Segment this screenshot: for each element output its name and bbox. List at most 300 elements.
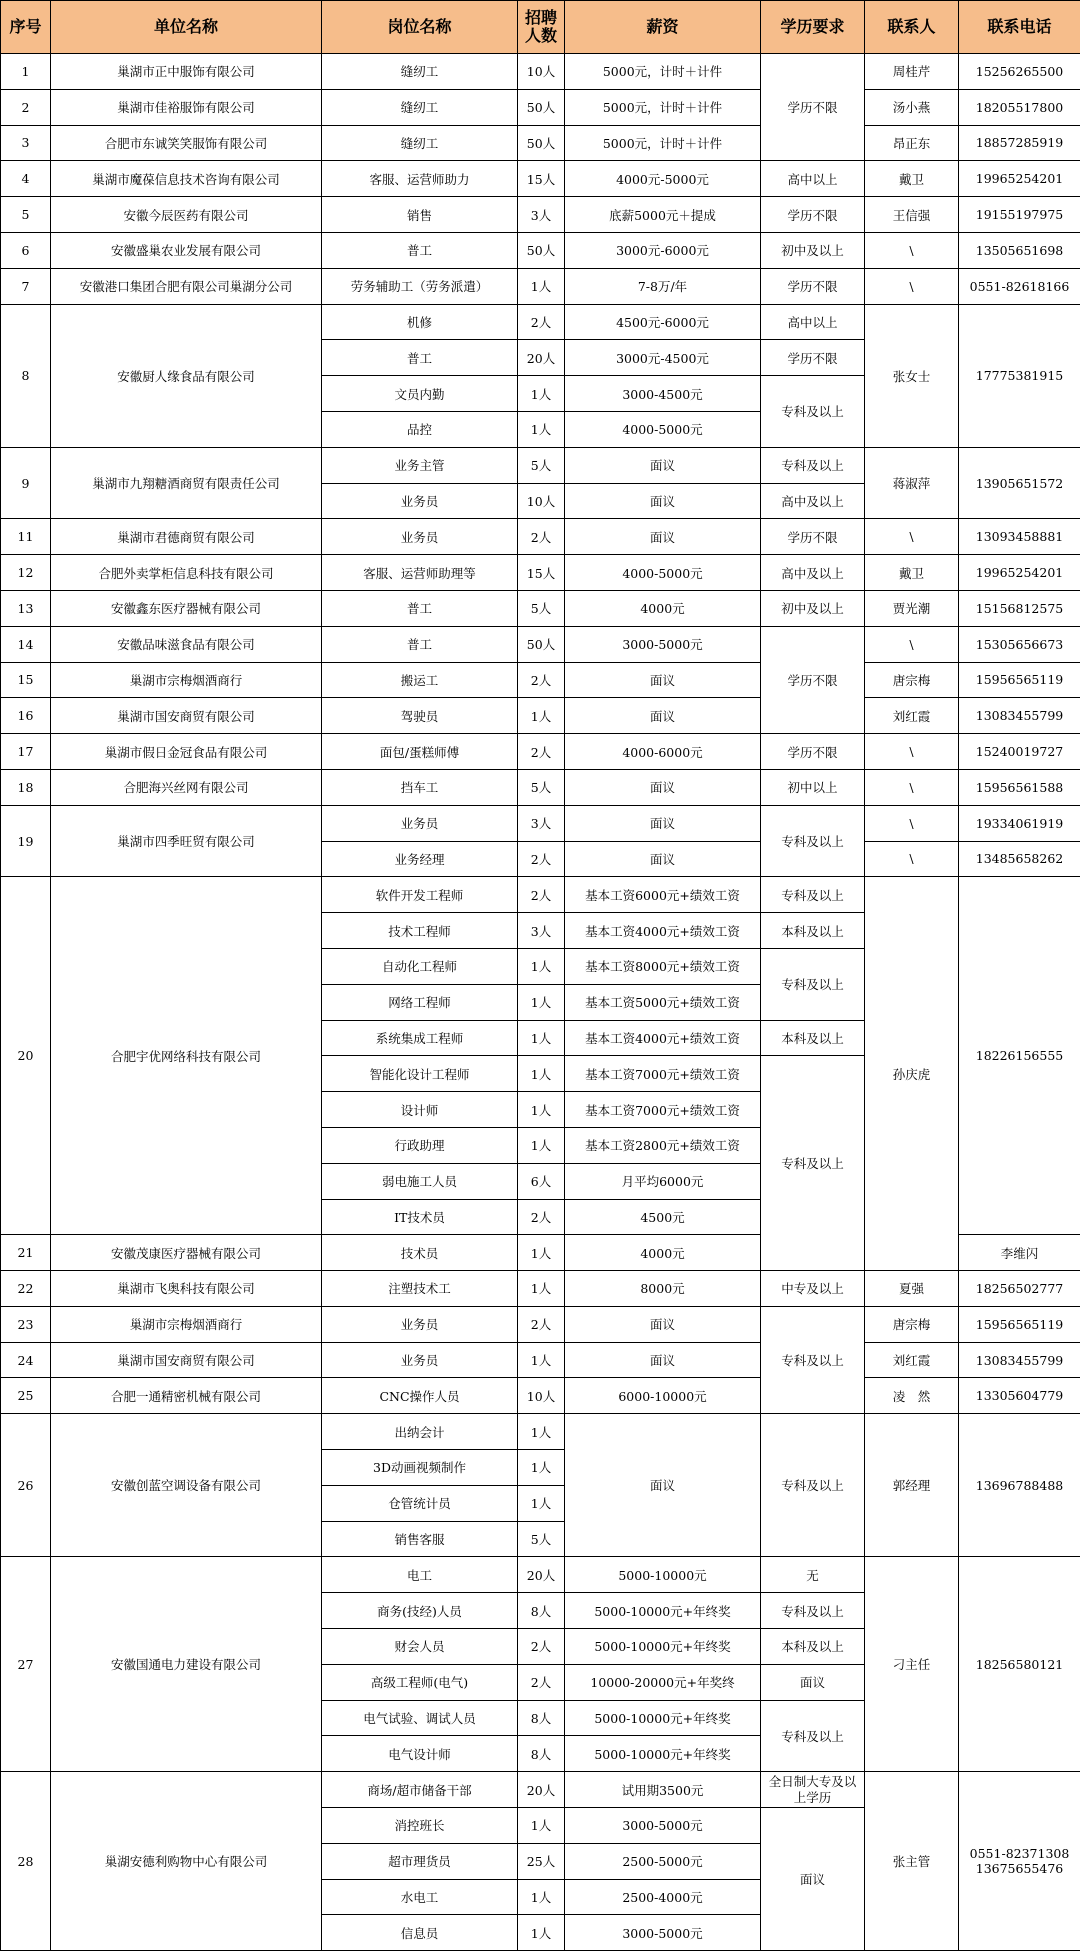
table-cell: 5000-10000元+年终奖 [565,1629,761,1665]
table-cell: 本科及以上 [761,913,865,949]
table-cell: 巢湖市假日金冠食品有限公司 [51,734,322,770]
table-cell: 普工 [322,232,518,268]
table-cell: 蒋淑萍 [865,447,959,519]
table-cell: 销售 [322,197,518,233]
table-cell: 行政助理 [322,1127,518,1163]
table-row [1,877,1080,913]
table-cell: 4000-6000元 [565,734,761,770]
table-cell: 专科及以上 [761,376,865,448]
header-company: 单位名称 [51,1,322,54]
table-body [1,54,1080,1951]
table-cell: 文员内勤 [322,376,518,412]
table-cell: 机修 [322,304,518,340]
table-cell: 巢湖市君德商贸有限公司 [51,519,322,555]
table-cell: 5000元，计时＋计件 [565,125,761,161]
table-cell: 28 [1,1772,51,1951]
table-cell: 5人 [518,590,565,626]
table-cell: 27 [1,1557,51,1772]
table-cell: 巢湖市国安商贸有限公司 [51,698,322,734]
table-cell: 4500元-6000元 [565,304,761,340]
table-cell: 专科及以上 [761,447,865,483]
table-cell: 面议 [565,1306,761,1342]
table-cell: 3000-4500元 [565,376,761,412]
table-cell: 19155197975 [959,197,1080,233]
table-cell: 学历不限 [761,734,865,770]
table-cell: 李维闪 [959,1235,1080,1271]
table-cell: 刘红霞 [865,1342,959,1378]
table-cell: 业务员 [322,1306,518,1342]
table-cell: 孙庆虎 [865,877,959,1271]
table-cell: 3人 [518,805,565,841]
table-cell: \ [865,841,959,877]
table-cell: 7 [1,268,51,304]
table-cell: \ [865,805,959,841]
table-cell: \ [865,519,959,555]
table-cell: 学历不限 [761,340,865,376]
table-cell: 戴卫 [865,555,959,591]
table-cell: 5000-10000元+年终奖 [565,1593,761,1629]
table-row [1,161,1080,197]
table-cell: 基本工资6000元+绩效工资 [565,877,761,913]
table-cell: 客服、运营师助力 [322,161,518,197]
table-cell: \ [865,734,959,770]
table-cell: 专科及以上 [761,1306,865,1413]
table-cell: 昂正东 [865,125,959,161]
table-cell: 1人 [518,1808,565,1844]
table-cell: 0551-82618166 [959,268,1080,304]
table-row [1,268,1080,304]
table-cell: 基本工资8000元+绩效工资 [565,948,761,984]
table-row [1,1557,1080,1593]
header-salary: 薪资 [565,1,761,54]
table-cell: 刘红霞 [865,698,959,734]
table-cell: 1人 [518,1271,565,1307]
table-cell: 巢湖市正中服饰有限公司 [51,54,322,90]
table-cell: 3000-5000元 [565,1915,761,1951]
table-cell: 普工 [322,626,518,662]
table-cell: 客服、运营师助理等 [322,555,518,591]
table-cell: 22 [1,1271,51,1307]
table-cell: 15156812575 [959,590,1080,626]
table-cell: 本科及以上 [761,1629,865,1665]
table-cell: 5人 [518,447,565,483]
table-cell: 50人 [518,89,565,125]
table-cell: 业务员 [322,519,518,555]
table-cell: 5000-10000元+年终奖 [565,1736,761,1772]
table-cell: 安徽港口集团合肥有限公司巢湖分公司 [51,268,322,304]
table-cell: 20人 [518,1772,565,1808]
table-cell: 13093458881 [959,519,1080,555]
table-cell: 19965254201 [959,555,1080,591]
table-cell: 1人 [518,1450,565,1486]
table-cell: 8 [1,304,51,447]
table-cell: 巢湖市飞奥科技有限公司 [51,1271,322,1307]
header-phone: 联系电话 [959,1,1080,54]
table-cell: 15人 [518,555,565,591]
table-cell: 安徽品味滋食品有限公司 [51,626,322,662]
table-cell: 消控班长 [322,1808,518,1844]
table-cell: 信息员 [322,1915,518,1951]
table-cell: 软件开发工程师 [322,877,518,913]
table-cell: 合肥外卖掌柜信息科技有限公司 [51,555,322,591]
table-row [1,54,1080,90]
table-cell: 13083455799 [959,1342,1080,1378]
table-cell: 唐宗梅 [865,662,959,698]
table-cell: 15240019727 [959,734,1080,770]
table-cell: 面议 [565,447,761,483]
table-cell: 巢湖市四季旺贸有限公司 [51,805,322,877]
table-cell: 5人 [518,1521,565,1557]
table-cell: 搬运工 [322,662,518,698]
table-cell: 专科及以上 [761,805,865,877]
table-cell: 面议 [761,1664,865,1700]
table-cell: CNC操作人员 [322,1378,518,1414]
table-cell: 专科及以上 [761,1593,865,1629]
header-position: 岗位名称 [322,1,518,54]
header-contact: 联系人 [865,1,959,54]
table-cell: 5人 [518,769,565,805]
table-cell: 24 [1,1342,51,1378]
table-cell: 1人 [518,1414,565,1450]
table-cell: 4000元 [565,1235,761,1271]
table-cell: 劳务辅助工（劳务派遣） [322,268,518,304]
table-cell: 20人 [518,1557,565,1593]
table-cell: 商场/超市储备干部 [322,1772,518,1808]
table-cell: 面议 [761,1808,865,1951]
table-cell: 5000元，计时＋计件 [565,89,761,125]
table-cell: 5000-10000元 [565,1557,761,1593]
table-row [1,304,1080,340]
table-cell: 王信强 [865,197,959,233]
table-cell: 3000-5000元 [565,1808,761,1844]
table-cell: 安徽盛巢农业发展有限公司 [51,232,322,268]
table-cell: 1人 [518,268,565,304]
table-cell: 3000-5000元 [565,626,761,662]
table-cell: 技术工程师 [322,913,518,949]
table-cell: 1人 [518,1092,565,1128]
table-cell: 1 [1,54,51,90]
table-cell: 50人 [518,626,565,662]
table-cell: 贾光潮 [865,590,959,626]
table-cell: 基本工资5000元+绩效工资 [565,984,761,1020]
table-cell: 8人 [518,1736,565,1772]
table-cell: 4 [1,161,51,197]
table-cell: 面议 [565,519,761,555]
table-cell: 缝纫工 [322,89,518,125]
table-cell: 25 [1,1378,51,1414]
table-cell: 合肥宇优网络科技有限公司 [51,877,322,1235]
table-row [1,626,1080,662]
table-cell: 底薪5000元＋提成 [565,197,761,233]
table-cell: 面议 [565,769,761,805]
table-cell: 郭经理 [865,1414,959,1557]
table-cell: 巢湖市九翔糖酒商贸有限责任公司 [51,447,322,519]
table-row [1,232,1080,268]
table-cell: 面议 [565,1342,761,1378]
table-cell: 基本工资4000元+绩效工资 [565,913,761,949]
table-row [1,1342,1080,1378]
table-cell: 水电工 [322,1879,518,1915]
table-cell: 2人 [518,841,565,877]
table-cell: 缝纫工 [322,125,518,161]
table-cell: 合肥海兴丝网有限公司 [51,769,322,805]
table-cell: 面议 [565,662,761,698]
table-cell: 弱电施工人员 [322,1163,518,1199]
table-cell: 1人 [518,1235,565,1271]
table-cell: 学历不限 [761,626,865,733]
table-cell: 巢湖安德利购物中心有限公司 [51,1772,322,1951]
table-cell: 巢湖市魔葆信息技术咨询有限公司 [51,161,322,197]
table-cell: 3人 [518,913,565,949]
table-cell: 1人 [518,1485,565,1521]
table-cell: \ [865,769,959,805]
table-row [1,734,1080,770]
table-cell: 面议 [565,1414,761,1557]
table-cell: 全日制大专及以上学历 [761,1772,865,1808]
table-cell: 10人 [518,483,565,519]
table-cell: 面议 [565,805,761,841]
table-cell: 戴卫 [865,161,959,197]
table-cell: 凌 然 [865,1378,959,1414]
table-row [1,519,1080,555]
table-cell: 18205517800 [959,89,1080,125]
table-cell: 0551-82371308 13675655476 [959,1772,1080,1951]
table-row [1,197,1080,233]
table-cell: 巢湖市宗梅烟酒商行 [51,1306,322,1342]
header-row [1,1,1080,54]
table-cell: 汤小燕 [865,89,959,125]
table-cell: 业务主管 [322,447,518,483]
table-cell: 15256265500 [959,54,1080,90]
table-cell: 14 [1,626,51,662]
table-cell: \ [865,626,959,662]
table-cell: 1人 [518,376,565,412]
table-cell: 学历不限 [761,197,865,233]
table-cell: 巢湖市佳裕服饰有限公司 [51,89,322,125]
table-cell: 8000元 [565,1271,761,1307]
table-cell: 夏强 [865,1271,959,1307]
table-row [1,89,1080,125]
table-cell: 10000-20000元+年奖终 [565,1664,761,1700]
table-cell: 26 [1,1414,51,1557]
table-cell: 销售客服 [322,1521,518,1557]
table-cell: 3000元-6000元 [565,232,761,268]
table-row [1,1271,1080,1307]
table-cell: 19334061919 [959,805,1080,841]
table-cell: 15 [1,662,51,698]
table-row [1,698,1080,734]
table-cell: 网络工程师 [322,984,518,1020]
table-cell: 基本工资7000元+绩效工资 [565,1092,761,1128]
table-cell: 合肥一通精密机械有限公司 [51,1378,322,1414]
header-headcount: 招聘人数 [518,1,565,54]
table-cell: 8人 [518,1593,565,1629]
table-cell: 3D动画视频制作 [322,1450,518,1486]
table-cell: 商务(技经)人员 [322,1593,518,1629]
table-cell: 1人 [518,984,565,1020]
table-cell: 面包/蛋糕师傅 [322,734,518,770]
table-cell: 1人 [518,1127,565,1163]
table-cell: 21 [1,1235,51,1271]
table-cell: 12 [1,555,51,591]
table-row [1,1306,1080,1342]
table-cell: 高中以上 [761,161,865,197]
table-cell: 业务员 [322,483,518,519]
table-cell: 财会人员 [322,1629,518,1665]
table-cell: 巢湖市宗梅烟酒商行 [51,662,322,698]
table-cell: 专科及以上 [761,1414,865,1557]
table-cell: 5000元，计时＋计件 [565,54,761,90]
table-row [1,447,1080,483]
table-cell: \ [865,232,959,268]
table-cell: 11 [1,519,51,555]
table-cell: 1人 [518,698,565,734]
table-cell: 唐宗梅 [865,1306,959,1342]
table-row [1,662,1080,698]
table-cell: 刁主任 [865,1557,959,1772]
table-cell: 18 [1,769,51,805]
table-cell: 高中及以上 [761,483,865,519]
table-row [1,125,1080,161]
table-cell: 7-8万/年 [565,268,761,304]
table-cell: 初中及以上 [761,590,865,626]
table-row [1,555,1080,591]
table-cell: 25人 [518,1843,565,1879]
table-cell: 2人 [518,1664,565,1700]
table-cell: 3人 [518,197,565,233]
table-cell: 高级工程师(电气) [322,1664,518,1700]
table-cell: 8人 [518,1700,565,1736]
table-cell: 普工 [322,340,518,376]
table-cell: 13083455799 [959,698,1080,734]
table-cell: 2500-4000元 [565,1879,761,1915]
table-cell: 学历不限 [761,519,865,555]
table-cell: 23 [1,1306,51,1342]
table-cell: 2人 [518,1199,565,1235]
table-cell: \ [865,268,959,304]
table-cell: 专科及以上 [761,948,865,1020]
table-cell: 2 [1,89,51,125]
table-cell: 初中以上 [761,769,865,805]
table-cell: 面议 [565,841,761,877]
table-cell: 15956565119 [959,662,1080,698]
table-cell: 学历不限 [761,54,865,161]
table-cell: 9 [1,447,51,519]
table-cell: 高中及以上 [761,555,865,591]
table-cell: 1人 [518,1342,565,1378]
table-cell: 品控 [322,411,518,447]
table-cell: 面议 [565,698,761,734]
table-cell: 13485658262 [959,841,1080,877]
table-cell: 6 [1,232,51,268]
table-cell: 业务经理 [322,841,518,877]
table-cell: 2人 [518,1306,565,1342]
table-cell: 试用期3500元 [565,1772,761,1808]
table-cell: 20人 [518,340,565,376]
table-row [1,1772,1080,1808]
table-cell: 安徽厨人缘食品有限公司 [51,304,322,447]
table-cell: 基本工资2800元+绩效工资 [565,1127,761,1163]
table-cell: 设计师 [322,1092,518,1128]
table-row [1,769,1080,805]
table-row [1,1378,1080,1414]
table-cell: 4000元-5000元 [565,161,761,197]
table-cell: 6000-10000元 [565,1378,761,1414]
table-cell: 2人 [518,734,565,770]
table-cell: IT技术员 [322,1199,518,1235]
table-cell: 16 [1,698,51,734]
table-cell: 3000元-4500元 [565,340,761,376]
table-cell: 5 [1,197,51,233]
table-cell: 18226156555 [959,877,1080,1235]
table-cell: 安徽鑫东医疗器械有限公司 [51,590,322,626]
table-cell: 张女士 [865,304,959,447]
table-row [1,590,1080,626]
table-cell: 1人 [518,1020,565,1056]
table-cell: 2人 [518,1629,565,1665]
table-cell: 业务员 [322,1342,518,1378]
table-cell: 初中及以上 [761,232,865,268]
table-cell: 电气设计师 [322,1736,518,1772]
table-cell: 专科及以上 [761,877,865,913]
table-cell: 专科及以上 [761,1700,865,1772]
table-cell: 4000元 [565,590,761,626]
table-cell: 50人 [518,232,565,268]
table-cell: 4000-5000元 [565,411,761,447]
table-cell: 4000-5000元 [565,555,761,591]
table-cell: 基本工资7000元+绩效工资 [565,1056,761,1092]
table-cell: 安徽今辰医药有限公司 [51,197,322,233]
table-cell: 10人 [518,54,565,90]
table-cell: 张主管 [865,1772,959,1951]
table-cell: 2人 [518,877,565,913]
table-cell: 15人 [518,161,565,197]
table-cell: 挡车工 [322,769,518,805]
table-cell: 安徽创蓝空调设备有限公司 [51,1414,322,1557]
table-cell: 周桂芹 [865,54,959,90]
table-cell: 技术员 [322,1235,518,1271]
table-cell: 10人 [518,1378,565,1414]
table-cell: 安徽国通电力建设有限公司 [51,1557,322,1772]
table-cell: 13 [1,590,51,626]
table-cell: 13505651698 [959,232,1080,268]
table-cell: 5000-10000元+年终奖 [565,1700,761,1736]
table-cell: 19 [1,805,51,877]
table-cell: 无 [761,1557,865,1593]
table-cell: 基本工资4000元+绩效工资 [565,1020,761,1056]
table-cell: 普工 [322,590,518,626]
table-cell: 面议 [565,483,761,519]
table-cell: 15305656673 [959,626,1080,662]
table-cell: 50人 [518,125,565,161]
table-cell: 自动化工程师 [322,948,518,984]
header-index: 序号 [1,1,51,54]
table-cell: 6人 [518,1163,565,1199]
table-cell: 18857285919 [959,125,1080,161]
table-cell: 2500-5000元 [565,1843,761,1879]
table-cell: 19965254201 [959,161,1080,197]
table-cell: 1人 [518,1056,565,1092]
table-cell: 2人 [518,662,565,698]
table-cell: 仓管统计员 [322,1485,518,1521]
table-cell: 3 [1,125,51,161]
table-cell: 智能化设计工程师 [322,1056,518,1092]
table-cell: 专科及以上 [761,1056,865,1271]
table-cell: 驾驶员 [322,698,518,734]
table-cell: 出纳会计 [322,1414,518,1450]
table-row [1,1414,1080,1450]
table-cell: 超市理货员 [322,1843,518,1879]
